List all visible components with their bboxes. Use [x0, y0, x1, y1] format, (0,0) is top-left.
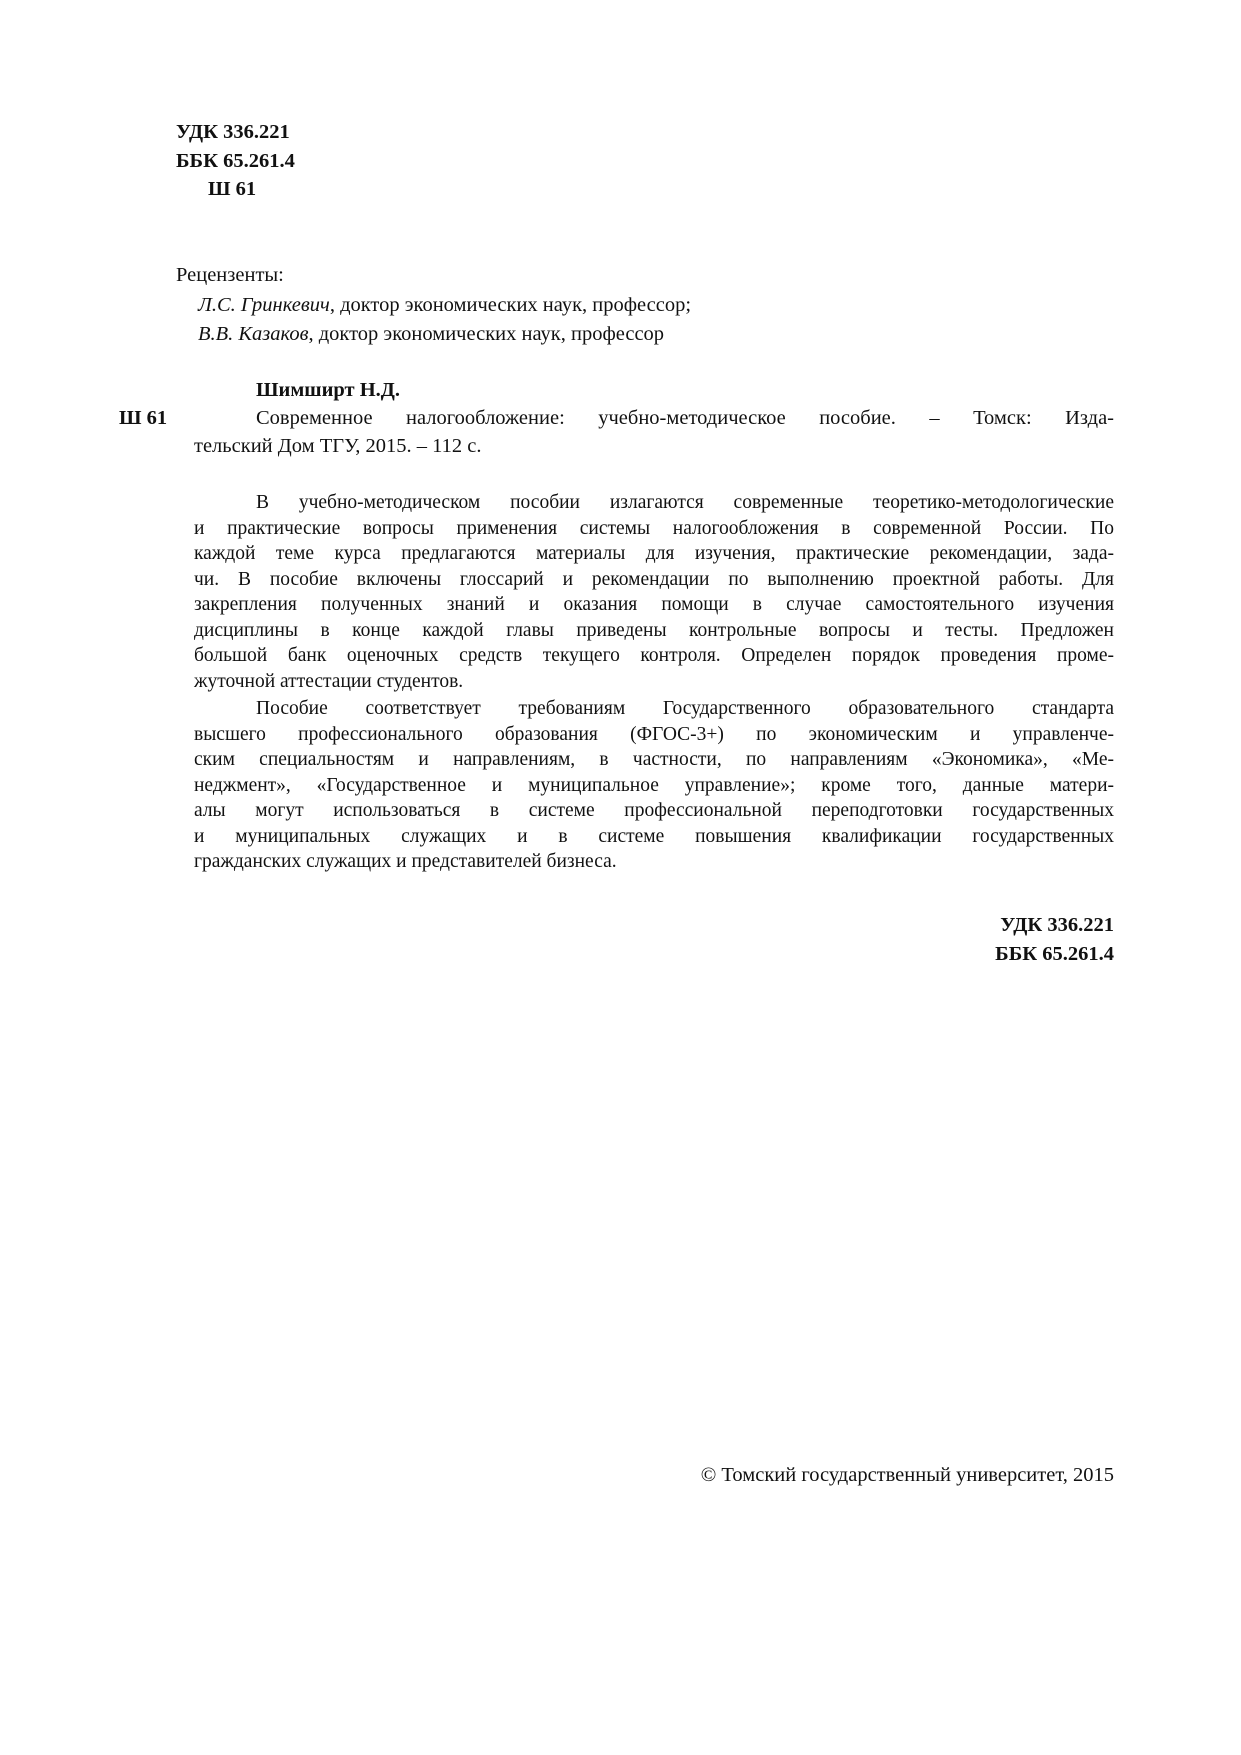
abstract-line: чи. В пособие включены глоссарий и рекомендации по выполнению проектной работы. Для: [194, 568, 1114, 590]
reviewer-credentials: , доктор экономических наук, профессор;: [329, 294, 692, 316]
bib-author: Шимширт Н.Д.: [256, 379, 401, 401]
abstract-line: алы могут использоваться в системе профессиональной переподготовки государственных: [194, 800, 1114, 821]
top-bbk-code: ББК 65.261.4: [176, 150, 295, 172]
bib-author-mark: Ш 61: [119, 407, 168, 429]
copyright-notice: © Томский государственный университет, 2015: [700, 1464, 1114, 1486]
reviewer-name: В.В. Казаков: [198, 323, 309, 345]
abstract-line: высшего профессионального образования (ФГОС-3+) по экономическим и управленче-: [194, 723, 1114, 745]
reviewers-heading: Рецензенты:: [176, 264, 284, 286]
top-author-mark: Ш 61: [208, 178, 257, 200]
abstract-line: неджмент», «Государственное и муниципальное управление»; кроме того, данные матери-: [194, 774, 1114, 796]
abstract-line: закрепления полученных знаний и оказания помощи в случае самостоятельного изучения: [194, 594, 1114, 615]
abstract-line: ским специальностям и направлениям, в частности, по направлениям «Экономика», «Ме-: [194, 749, 1114, 770]
reviewer-entry: [198, 294, 691, 317]
abstract-line: и практические вопросы применения системы налогообложения в современной России. По: [194, 517, 1114, 539]
bottom-udk-code: УДК 336.221: [1000, 914, 1114, 936]
abstract-paragraph: [194, 490, 1114, 694]
abstract-line: жуточной аттестации студентов.: [194, 670, 464, 692]
reviewer-name: Л.С. Гринкевич: [198, 294, 330, 316]
bottom-bbk-code: ББК 65.261.4: [995, 943, 1114, 965]
abstract-line: каждой теме курса предлагаются материалы для изучения, практические рекомендации, зада-: [194, 543, 1114, 564]
abstract-line: дисциплины в конце каждой главы приведены контрольные вопросы и тесты. Предложен: [194, 619, 1114, 641]
bib-description-line: тельский Дом ТГУ, 2015. – 112 с.: [194, 435, 482, 457]
abstract-line: В учебно-методическом пособии излагаются современные теоретико-методологические: [256, 492, 1114, 513]
abstract-paragraph: [194, 696, 1114, 875]
top-udk-code: УДК 336.221: [176, 121, 290, 143]
reviewer-credentials: , доктор экономических наук, профессор: [308, 323, 665, 345]
abstract-line: гражданских служащих и представителей бизнеса.: [194, 851, 617, 872]
bib-description-line: Современное налогообложение: учебно-методическое пособие. – Томск: Изда-: [256, 407, 1114, 429]
abstract-line: и муниципальных служащих и в системе повышения квалификации государственных: [194, 825, 1114, 847]
abstract-line: Пособие соответствует требованиям Государственного образовательного стандарта: [256, 698, 1114, 719]
abstract-line: большой банк оценочных средств текущего контроля. Определен порядок проведения проме-: [194, 645, 1114, 666]
reviewer-entry: [198, 323, 664, 346]
